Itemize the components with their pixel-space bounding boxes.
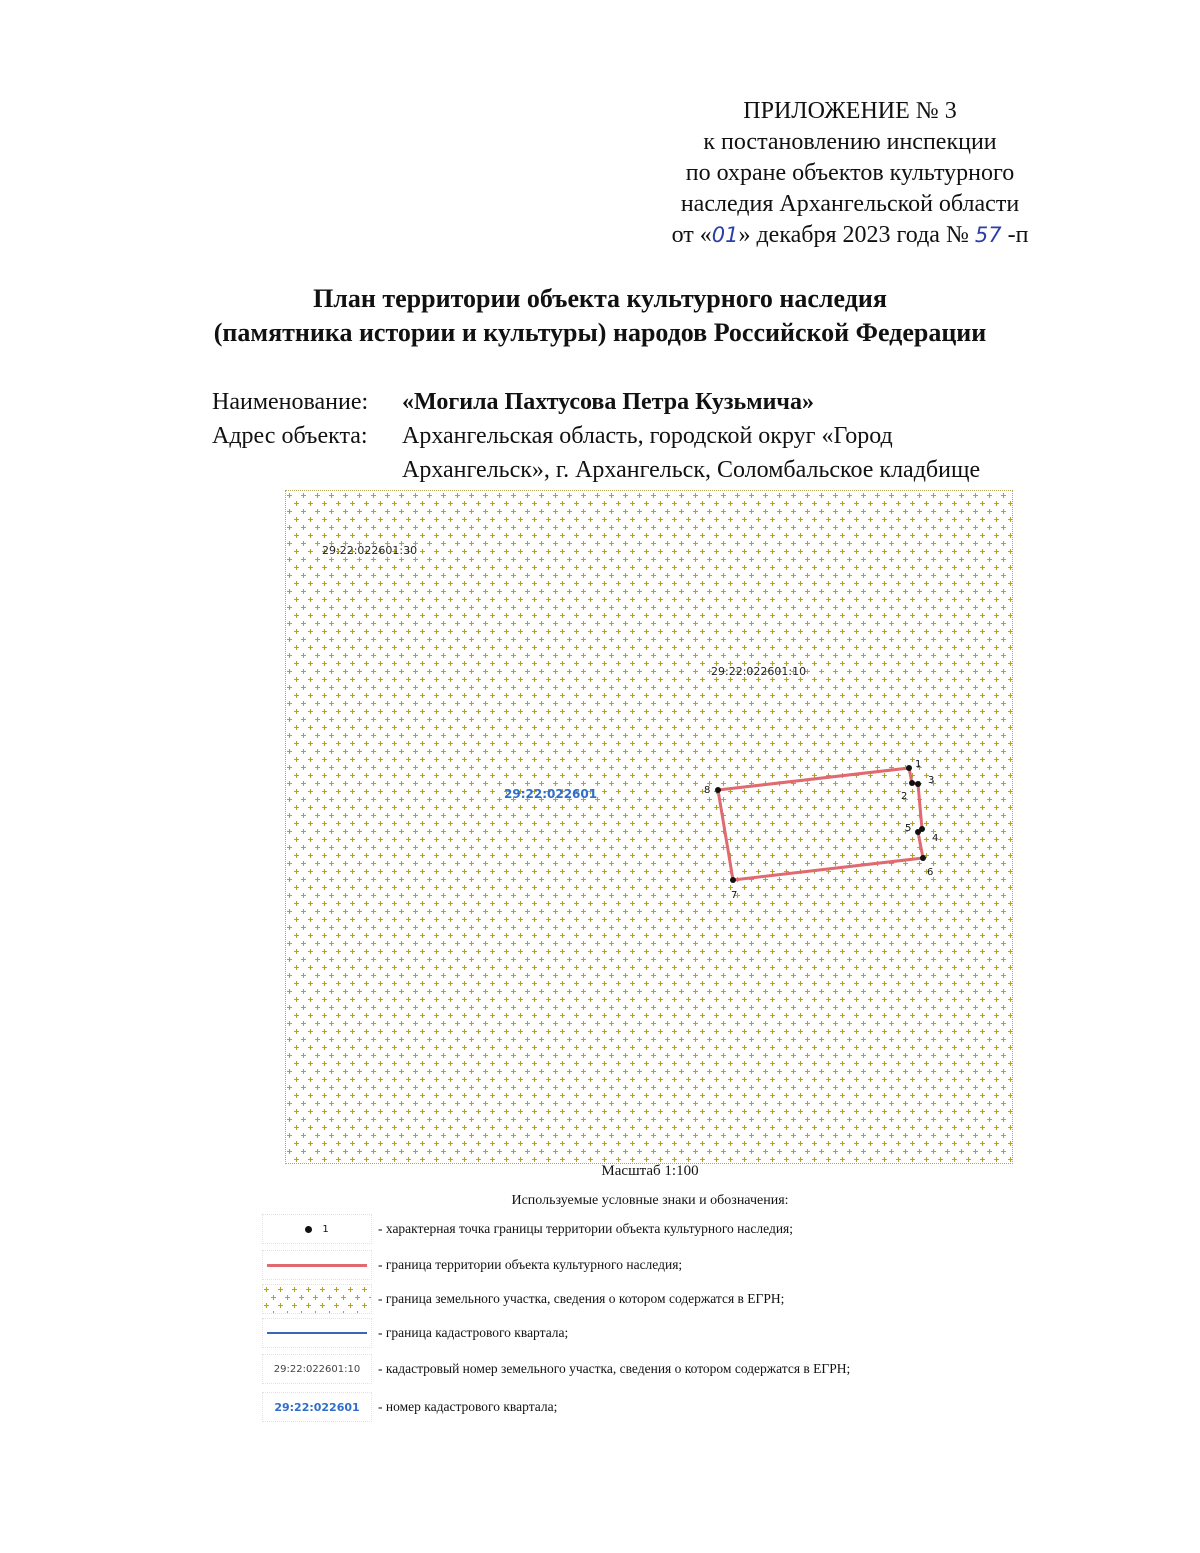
document-title: [150, 282, 1050, 350]
legend-item: [262, 1284, 784, 1314]
appendix-line: по охране объектов культурного: [685, 160, 1015, 186]
legend-symbol-quarter-number: [262, 1392, 372, 1422]
point-number: 3: [928, 775, 935, 786]
parcel-label: 29:22:022601:30: [322, 544, 418, 557]
parcel-label: 29:22:022601:10: [711, 665, 807, 678]
boundary-point: [915, 781, 921, 787]
legend-symbol-point: [262, 1214, 372, 1244]
object-name-value: «Могила Пахтусова Петра Кузьмича»: [402, 389, 814, 415]
map-scale: Масштаб 1:100: [601, 1163, 699, 1179]
point-marker-icon: [305, 1226, 312, 1233]
handwritten-doc-number: 57: [974, 223, 1002, 247]
parcel-hatch: [286, 491, 1012, 1163]
legend-title: Используемые условные знаки и обозначения:: [511, 1193, 789, 1208]
boundary-point: [915, 829, 921, 835]
cadastral-number-sample: 29:22:022601:10: [273, 1363, 361, 1375]
date-prefix: от «: [671, 222, 712, 248]
doc-suffix: -п: [1001, 222, 1029, 248]
quarter-label: 29:22:022601: [504, 787, 598, 801]
point-number: 6: [927, 867, 934, 878]
legend-text: - граница кадастрового квартала;: [378, 1325, 569, 1340]
object-name-row: [212, 385, 1072, 419]
legend-text: - номер кадастрового квартала;: [378, 1399, 558, 1414]
object-address-label: Адрес объекта:: [212, 423, 368, 449]
quarter-number-sample: 29:22:022601: [274, 1400, 360, 1414]
legend-item: [262, 1214, 793, 1244]
point-number: 5: [905, 823, 912, 834]
title-line-1: План территории объекта культурного наследия: [313, 284, 887, 313]
point-number: 4: [932, 833, 939, 844]
date-middle: » декабря 2023 года №: [738, 222, 975, 248]
legend-symbol-cadastral-number: [262, 1354, 372, 1384]
territory-map: [285, 490, 1013, 1164]
legend-symbol-blue-line: [262, 1318, 372, 1348]
legend-symbol-red-line: [262, 1250, 372, 1280]
point-number: 2: [901, 791, 908, 802]
point-number: 7: [731, 890, 738, 901]
boundary-point: [906, 765, 912, 771]
object-address-line-2: Архангельск», г. Архангельск, Соломбальское кладбище: [402, 457, 981, 483]
map-svg: [286, 491, 1012, 1163]
appendix-line: наследия Архангельской области: [680, 191, 1020, 217]
appendix-date-line: [600, 220, 1100, 251]
boundary-point: [920, 855, 926, 861]
object-name-label: Наименование:: [212, 389, 369, 415]
legend-item: [262, 1318, 568, 1348]
boundary-point: [715, 787, 721, 793]
appendix-line: к постановлению инспекции: [703, 129, 997, 155]
object-address-line-1: Архангельская область, городской округ «Город: [402, 423, 893, 449]
legend-item: [262, 1354, 850, 1384]
legend-item: [262, 1392, 557, 1422]
object-info: [212, 385, 1072, 487]
red-line-icon: [267, 1264, 367, 1267]
legend-text: - граница земельного участка, сведения о котором содержатся в ЕГРН;: [378, 1291, 785, 1306]
boundary-point: [909, 780, 915, 786]
point-marker-number: 1: [322, 1223, 329, 1235]
blue-line-icon: [267, 1332, 367, 1334]
point-number: 1: [915, 759, 922, 770]
legend-text: - граница территории объекта культурного наследия;: [378, 1257, 683, 1272]
legend-text: - кадастровый номер земельного участка, сведения о котором содержатся в ЕГРН;: [378, 1361, 851, 1376]
boundary-point: [730, 877, 736, 883]
appendix-header: [600, 96, 1100, 251]
legend-text: - характерная точка границы территории объекта культурного наследия;: [378, 1221, 793, 1236]
title-line-2: (памятника истории и культуры) народов Российской Федерации: [213, 318, 987, 347]
legend-item: [262, 1250, 682, 1280]
object-address-row: [212, 419, 1072, 453]
appendix-number: ПРИЛОЖЕНИЕ № 3: [743, 98, 957, 124]
point-number: 8: [704, 785, 711, 796]
legend-symbol-hatch: [262, 1284, 372, 1314]
hatch-icon: [263, 1285, 371, 1313]
handwritten-day: 01: [711, 223, 739, 247]
